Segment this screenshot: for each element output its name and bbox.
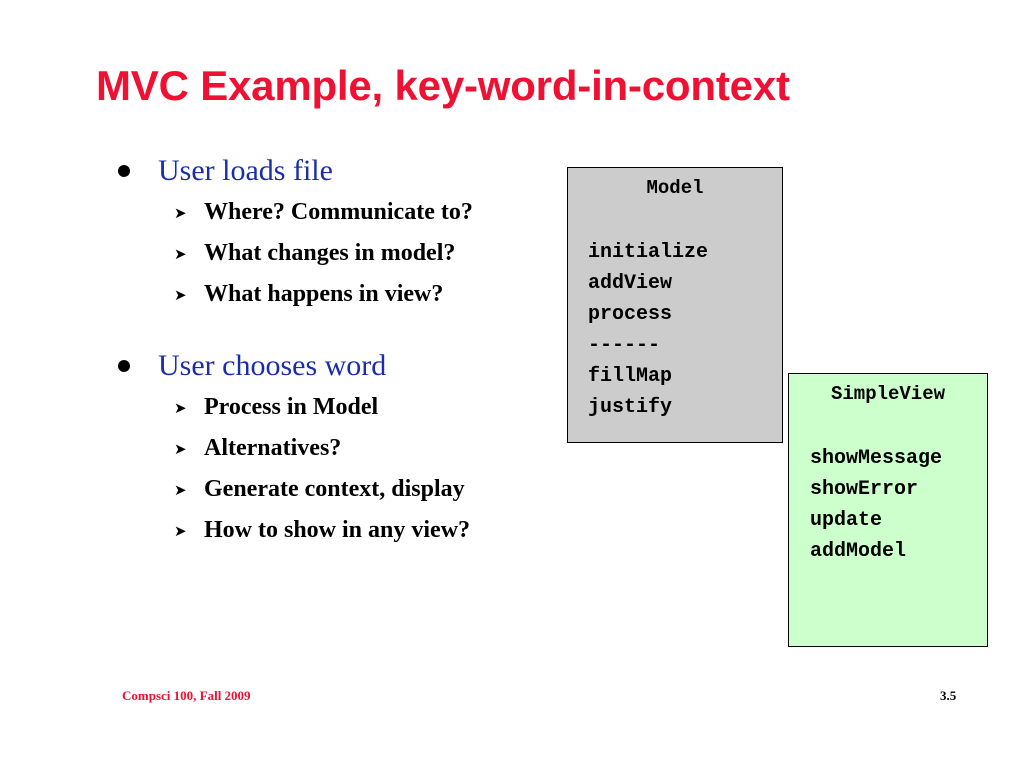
bullet-list <box>118 150 568 581</box>
model-method: initialize <box>588 241 709 264</box>
sub-bullet-label: How to show in any view? <box>204 517 471 543</box>
footer-course: Compsci 100, Fall 2009 <box>122 688 251 703</box>
view-method: showError <box>810 478 919 501</box>
sub-bullet-label: What changes in model? <box>204 240 456 266</box>
model-method-list <box>568 237 782 423</box>
bullet-dot-icon <box>118 165 130 177</box>
simpleview-class-box <box>788 373 988 647</box>
view-method-list <box>789 443 987 567</box>
bullet-group-load-file <box>118 150 568 315</box>
bullet-label: User loads file <box>158 154 333 187</box>
slide-title: MVC Example, key-word-in-context <box>96 62 790 109</box>
model-method: addView <box>588 272 673 295</box>
model-method: fillMap <box>588 365 673 388</box>
model-method: justify <box>588 396 673 419</box>
arrowhead-icon: ➤ <box>174 285 187 304</box>
sub-bullet-label: Where? Communicate to? <box>204 199 473 225</box>
sub-bullet-label: Process in Model <box>204 394 379 420</box>
model-method: process <box>588 303 673 326</box>
view-method: update <box>810 509 883 532</box>
arrowhead-icon: ➤ <box>174 480 187 499</box>
sub-bullet-item <box>174 192 568 233</box>
sub-bullet-item <box>174 233 568 274</box>
bullet-label: User chooses word <box>158 349 387 382</box>
sub-bullet-label: Alternatives? <box>204 435 342 461</box>
arrowhead-icon: ➤ <box>174 439 187 458</box>
view-box-title: SimpleView <box>830 383 946 405</box>
bullet-dot-icon <box>118 360 130 372</box>
sub-bullet-item <box>174 469 568 510</box>
arrowhead-icon: ➤ <box>174 521 187 540</box>
sub-bullet-item <box>174 510 568 551</box>
view-method: addModel <box>810 540 907 563</box>
sub-bullet-label: Generate context, display <box>204 476 465 502</box>
model-class-box <box>567 167 783 443</box>
footer-page-number: 3.5 <box>940 688 957 703</box>
model-method-separator: ------ <box>588 334 661 357</box>
arrowhead-icon: ➤ <box>174 203 187 222</box>
bullet-item <box>118 150 568 192</box>
arrowhead-icon: ➤ <box>174 244 187 263</box>
view-method: showMessage <box>810 447 943 470</box>
sub-bullet-item <box>174 274 568 315</box>
model-box-title: Model <box>646 177 704 199</box>
sub-bullet-label: What happens in view? <box>204 281 444 307</box>
bullet-item <box>118 345 568 387</box>
sub-bullet-item <box>174 387 568 428</box>
arrowhead-icon: ➤ <box>174 398 187 417</box>
bullet-group-choose-word <box>118 345 568 551</box>
sub-bullet-item <box>174 428 568 469</box>
